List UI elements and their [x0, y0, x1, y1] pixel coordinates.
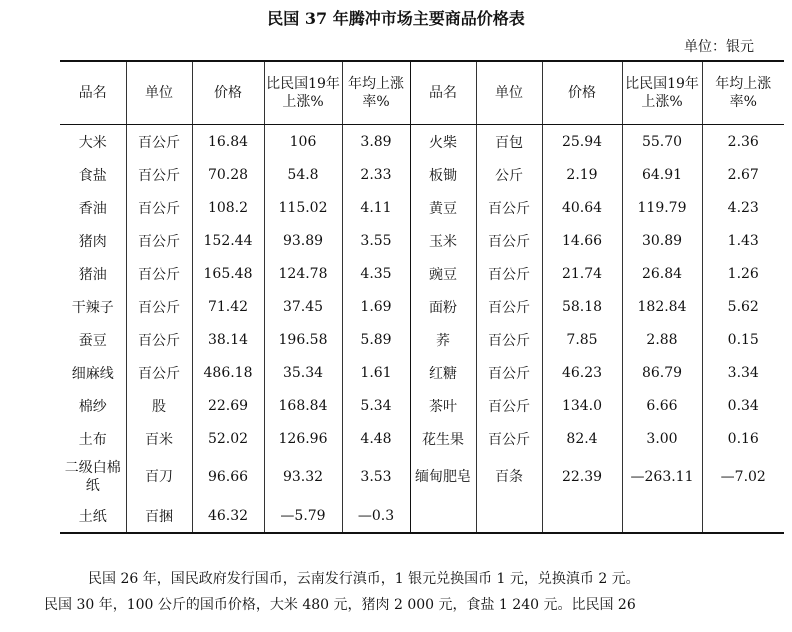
table-cell: 2.36: [702, 125, 784, 159]
table-cell: 茶叶: [410, 389, 476, 422]
table-cell: 二级白棉纸: [64, 460, 121, 494]
table-cell: 百公斤: [126, 125, 192, 159]
table-cell: 2.67: [702, 158, 784, 191]
unit-label: 单位：银元: [684, 39, 754, 55]
table-cell: 红糖: [410, 356, 476, 389]
table-cell: 0.15: [702, 323, 784, 356]
header-cell: 年均上涨率%: [342, 61, 410, 125]
table-cell: 3.34: [702, 356, 784, 389]
table-cell: 百条: [476, 455, 542, 499]
table-cell: 百刀: [126, 455, 192, 499]
table-cell: 21.74: [542, 257, 622, 290]
table-title: 民国 37 年腾冲市场主要商品价格表: [267, 9, 525, 28]
table-cell: 百公斤: [476, 356, 542, 389]
table-cell: 46.23: [542, 356, 622, 389]
table-cell: 52.02: [192, 422, 264, 455]
table-cell: —0.3: [342, 499, 410, 533]
table-cell: 干辣子: [71, 299, 114, 316]
table-cell: 152.44: [192, 224, 264, 257]
table-cell: 公斤: [476, 158, 542, 191]
table-cell: 2.33: [342, 158, 410, 191]
table-cell: 16.84: [192, 125, 264, 159]
table-row: [60, 323, 784, 356]
table-cell: 1.26: [702, 257, 784, 290]
table-row: [60, 422, 784, 455]
table-cell: [542, 499, 622, 533]
table-cell: 缅甸肥皂: [410, 455, 476, 499]
footnote-line: 民国 26 年，国民政府发行国币，云南发行滇币，1 银元兑换国币 1 元，兑换滇币 2 元。: [88, 571, 640, 587]
table-cell: [622, 499, 702, 533]
table-cell: 96.66: [192, 455, 264, 499]
table-cell: 2.19: [542, 158, 622, 191]
table-cell: 4.23: [702, 191, 784, 224]
table-cell: 2.88: [622, 323, 702, 356]
table-cell: 1.61: [342, 356, 410, 389]
table-cell: 土纸: [60, 499, 126, 533]
table-cell: 37.45: [264, 290, 342, 323]
table-row: [60, 356, 784, 389]
table-cell: 71.42: [192, 290, 264, 323]
table-cell: [476, 499, 542, 533]
table-cell: 5.89: [342, 323, 410, 356]
footnote-line: 民国 30 年，100 公斤的国币价格，大米 480 元，猪肉 2 000 元，食盐 1 240 元。比民国 26: [44, 597, 636, 613]
table-cell: 花生果: [410, 422, 476, 455]
table-cell: 165.48: [192, 257, 264, 290]
table-row: [60, 455, 784, 499]
table-cell: 1.43: [702, 224, 784, 257]
table-cell: 58.18: [542, 290, 622, 323]
table-cell: 196.58: [264, 323, 342, 356]
header-cell: 单位: [476, 61, 542, 125]
header-cell: 比民国19年上涨%: [622, 61, 702, 125]
header-cell: 品名: [410, 61, 476, 125]
table-cell: 百捆: [126, 499, 192, 533]
table-cell: 3.89: [342, 125, 410, 159]
header-cell: 品名: [60, 61, 126, 125]
table-row: [60, 290, 784, 323]
table-cell: 土布: [78, 431, 107, 448]
table-cell: 百公斤: [126, 191, 192, 224]
table-cell: 46.32: [192, 499, 264, 533]
table-cell: 182.84: [622, 290, 702, 323]
table-cell: 3.53: [342, 455, 410, 499]
table-cell: 百公斤: [126, 290, 192, 323]
table-cell: 4.11: [342, 191, 410, 224]
table-cell: 25.94: [542, 125, 622, 159]
table-cell: 26.84: [622, 257, 702, 290]
header-cell: 比民国19年上涨%: [264, 61, 342, 125]
table-cell: 1.69: [342, 290, 410, 323]
table-cell: 百公斤: [126, 356, 192, 389]
table-cell: 百公斤: [476, 224, 542, 257]
table-cell: 30.89: [622, 224, 702, 257]
table-cell: 玉米: [410, 224, 476, 257]
header-row: [60, 61, 784, 125]
table-cell: 54.8: [264, 158, 342, 191]
header-cell: 单位: [126, 61, 192, 125]
price-table: [60, 60, 784, 534]
table-cell: 6.66: [622, 389, 702, 422]
table-cell: 4.48: [342, 422, 410, 455]
table-cell: 70.28: [192, 158, 264, 191]
table-cell: 百公斤: [476, 422, 542, 455]
table-cell: 0.34: [702, 389, 784, 422]
table-row: [60, 191, 784, 224]
table-cell: 豌豆: [410, 257, 476, 290]
table-cell: 119.79: [622, 191, 702, 224]
table-cell: 35.34: [264, 356, 342, 389]
table-cell: 7.85: [542, 323, 622, 356]
table-cell: 134.0: [542, 389, 622, 422]
table-row: [60, 158, 784, 191]
table-cell: 4.35: [342, 257, 410, 290]
header-cell: 价格: [192, 61, 264, 125]
table-cell: 百公斤: [476, 257, 542, 290]
table-cell: 55.70: [622, 125, 702, 159]
table-cell: 93.32: [264, 455, 342, 499]
table-cell: 3.55: [342, 224, 410, 257]
table-cell: 猪油: [78, 266, 107, 283]
table-cell: 百公斤: [476, 389, 542, 422]
table-cell: 黄豆: [410, 191, 476, 224]
table-cell: 百包: [476, 125, 542, 159]
table-cell: 百公斤: [126, 224, 192, 257]
table-cell: —5.79: [264, 499, 342, 533]
table-cell: 食盐: [78, 167, 107, 184]
table-cell: 126.96: [264, 422, 342, 455]
table-cell: 猪肉: [78, 233, 107, 250]
table-cell: 百公斤: [476, 290, 542, 323]
table-cell: —263.11: [622, 455, 702, 499]
header-cell: 价格: [542, 61, 622, 125]
table-row: [60, 224, 784, 257]
table-cell: 3.00: [622, 422, 702, 455]
table-cell: 火柴: [410, 125, 476, 159]
table-cell: 486.18: [192, 356, 264, 389]
table-cell: 香油: [78, 200, 107, 217]
table-cell: 面粉: [410, 290, 476, 323]
table-cell: —7.02: [702, 455, 784, 499]
table-cell: 115.02: [264, 191, 342, 224]
header-cell: 年均上涨率%: [702, 61, 784, 125]
table-cell: 22.69: [192, 389, 264, 422]
table-cell: 百公斤: [126, 323, 192, 356]
table-cell: 82.4: [542, 422, 622, 455]
table-cell: 0.16: [702, 422, 784, 455]
table-cell: 108.2: [192, 191, 264, 224]
table-cell: 百公斤: [126, 257, 192, 290]
table-cell: 股: [126, 389, 192, 422]
table-cell: 百公斤: [476, 323, 542, 356]
table-cell: 蚕豆: [78, 332, 107, 349]
table-cell: 5.62: [702, 290, 784, 323]
table-cell: 大米: [78, 134, 107, 151]
table-cell: 93.89: [264, 224, 342, 257]
table-row: [60, 499, 784, 533]
table-cell: 棉纱: [78, 398, 107, 415]
table-cell: 荞: [410, 323, 476, 356]
table-cell: 百米: [126, 422, 192, 455]
table-cell: 细麻线: [71, 365, 114, 382]
table-cell: 22.39: [542, 455, 622, 499]
table-cell: 168.84: [264, 389, 342, 422]
table-cell: 14.66: [542, 224, 622, 257]
table-cell: [702, 499, 784, 533]
table-cell: 百公斤: [126, 158, 192, 191]
table-cell: 64.91: [622, 158, 702, 191]
table-row: [60, 125, 784, 159]
table-cell: 5.34: [342, 389, 410, 422]
table-cell: 板锄: [410, 158, 476, 191]
table-cell: 124.78: [264, 257, 342, 290]
table-cell: [410, 499, 476, 533]
table-cell: 86.79: [622, 356, 702, 389]
table-row: [60, 257, 784, 290]
table-cell: 106: [264, 125, 342, 159]
table-cell: 百公斤: [476, 191, 542, 224]
table-row: [60, 389, 784, 422]
table-cell: 38.14: [192, 323, 264, 356]
table-cell: 40.64: [542, 191, 622, 224]
